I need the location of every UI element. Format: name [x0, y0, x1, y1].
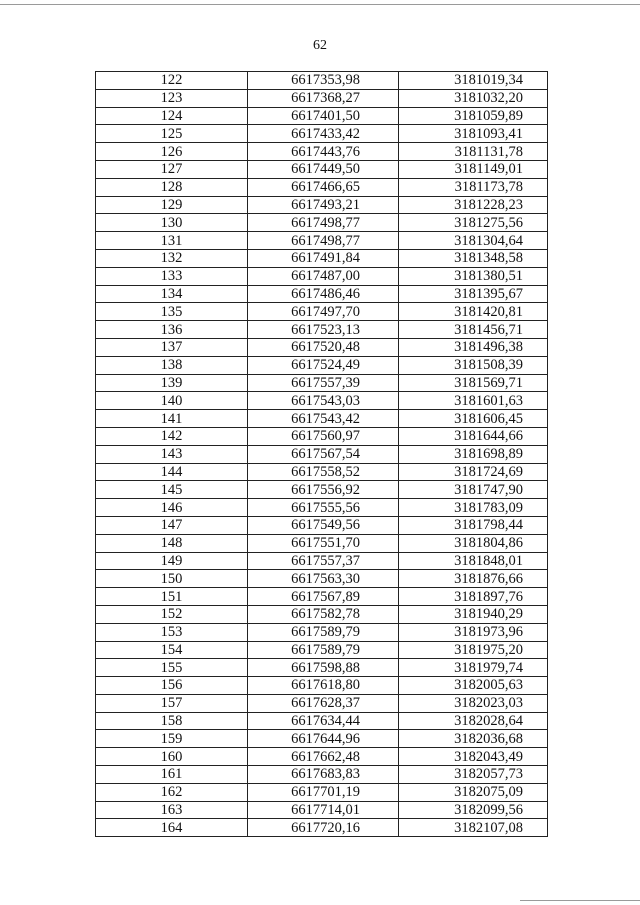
y-coordinate-cell: 3182023,03	[399, 694, 548, 712]
point-number-cell: 143	[96, 445, 248, 463]
y-coordinate-cell: 3181228,23	[399, 196, 548, 214]
table-row	[96, 321, 548, 339]
y-coordinate-cell: 3181275,56	[399, 214, 548, 232]
table-row	[96, 570, 548, 588]
table-row	[96, 659, 548, 677]
point-number-cell: 135	[96, 303, 248, 321]
x-coordinate-cell: 6617498,77	[248, 232, 399, 250]
y-coordinate-cell: 3181601,63	[399, 392, 548, 410]
table-row	[96, 730, 548, 748]
y-coordinate-cell: 3181508,39	[399, 356, 548, 374]
y-coordinate-cell: 3181420,81	[399, 303, 548, 321]
table-row	[96, 463, 548, 481]
y-coordinate-cell: 3182075,09	[399, 783, 548, 801]
x-coordinate-cell: 6617714,01	[248, 801, 399, 819]
x-coordinate-cell: 6617543,42	[248, 410, 399, 428]
table-row	[96, 588, 548, 606]
table-row	[96, 89, 548, 107]
table-row	[96, 819, 548, 837]
x-coordinate-cell: 6617683,83	[248, 766, 399, 784]
y-coordinate-cell: 3181798,44	[399, 516, 548, 534]
x-coordinate-cell: 6617466,65	[248, 178, 399, 196]
x-coordinate-cell: 6617556,92	[248, 481, 399, 499]
coordinates-table	[95, 71, 548, 837]
point-number-cell: 134	[96, 285, 248, 303]
point-number-cell: 162	[96, 783, 248, 801]
table-row	[96, 125, 548, 143]
point-number-cell: 155	[96, 659, 248, 677]
table-row	[96, 552, 548, 570]
page-number: 62	[313, 38, 327, 53]
y-coordinate-cell: 3181848,01	[399, 552, 548, 570]
x-coordinate-cell: 6617368,27	[248, 89, 399, 107]
point-number-cell: 160	[96, 748, 248, 766]
y-coordinate-cell: 3181032,20	[399, 89, 548, 107]
x-coordinate-cell: 6617701,19	[248, 783, 399, 801]
point-number-cell: 138	[96, 356, 248, 374]
x-coordinate-cell: 6617589,79	[248, 641, 399, 659]
y-coordinate-cell: 3181395,67	[399, 285, 548, 303]
point-number-cell: 124	[96, 107, 248, 125]
y-coordinate-cell: 3181747,90	[399, 481, 548, 499]
table-row	[96, 285, 548, 303]
y-coordinate-cell: 3181698,89	[399, 445, 548, 463]
table-row	[96, 748, 548, 766]
y-coordinate-cell: 3181304,64	[399, 232, 548, 250]
y-coordinate-cell: 3182043,49	[399, 748, 548, 766]
table-row	[96, 160, 548, 178]
point-number-cell: 153	[96, 623, 248, 641]
point-number-cell: 152	[96, 605, 248, 623]
point-number-cell: 147	[96, 516, 248, 534]
y-coordinate-cell: 3181456,71	[399, 321, 548, 339]
point-number-cell: 140	[96, 392, 248, 410]
table-row	[96, 801, 548, 819]
point-number-cell: 126	[96, 143, 248, 161]
point-number-cell: 131	[96, 232, 248, 250]
table-row	[96, 392, 548, 410]
point-number-cell: 157	[96, 694, 248, 712]
y-coordinate-cell: 3181644,66	[399, 427, 548, 445]
y-coordinate-cell: 3181131,78	[399, 143, 548, 161]
table-row	[96, 766, 548, 784]
y-coordinate-cell: 3181496,38	[399, 338, 548, 356]
table-row	[96, 641, 548, 659]
point-number-cell: 144	[96, 463, 248, 481]
point-number-cell: 122	[96, 72, 248, 90]
point-number-cell: 149	[96, 552, 248, 570]
x-coordinate-cell: 6617582,78	[248, 605, 399, 623]
x-coordinate-cell: 6617634,44	[248, 712, 399, 730]
x-coordinate-cell: 6617433,42	[248, 125, 399, 143]
x-coordinate-cell: 6617491,84	[248, 249, 399, 267]
x-coordinate-cell: 6617486,46	[248, 285, 399, 303]
x-coordinate-cell: 6617524,49	[248, 356, 399, 374]
point-number-cell: 141	[96, 410, 248, 428]
point-number-cell: 156	[96, 677, 248, 695]
point-number-cell: 164	[96, 819, 248, 837]
table-row	[96, 783, 548, 801]
x-coordinate-cell: 6617644,96	[248, 730, 399, 748]
y-coordinate-cell: 3181569,71	[399, 374, 548, 392]
table-row	[96, 196, 548, 214]
x-coordinate-cell: 6617520,48	[248, 338, 399, 356]
y-coordinate-cell: 3181348,58	[399, 249, 548, 267]
point-number-cell: 137	[96, 338, 248, 356]
table-row	[96, 605, 548, 623]
point-number-cell: 146	[96, 499, 248, 517]
x-coordinate-cell: 6617628,37	[248, 694, 399, 712]
table-row	[96, 356, 548, 374]
x-coordinate-cell: 6617353,98	[248, 72, 399, 90]
y-coordinate-cell: 3182036,68	[399, 730, 548, 748]
y-coordinate-cell: 3182028,64	[399, 712, 548, 730]
point-number-cell: 151	[96, 588, 248, 606]
y-coordinate-cell: 3181093,41	[399, 125, 548, 143]
table-row	[96, 338, 548, 356]
y-coordinate-cell: 3181897,76	[399, 588, 548, 606]
point-number-cell: 154	[96, 641, 248, 659]
x-coordinate-cell: 6617567,89	[248, 588, 399, 606]
point-number-cell: 125	[96, 125, 248, 143]
point-number-cell: 158	[96, 712, 248, 730]
table-row	[96, 214, 548, 232]
table-row	[96, 232, 548, 250]
point-number-cell: 133	[96, 267, 248, 285]
table-row	[96, 107, 548, 125]
point-number-cell: 132	[96, 249, 248, 267]
y-coordinate-cell: 3181380,51	[399, 267, 548, 285]
table-row	[96, 427, 548, 445]
y-coordinate-cell: 3182005,63	[399, 677, 548, 695]
table-row	[96, 178, 548, 196]
y-coordinate-cell: 3181876,66	[399, 570, 548, 588]
bottom-edge-rule	[520, 900, 640, 901]
point-number-cell: 142	[96, 427, 248, 445]
x-coordinate-cell: 6617589,79	[248, 623, 399, 641]
y-coordinate-cell: 3181979,74	[399, 659, 548, 677]
x-coordinate-cell: 6617557,39	[248, 374, 399, 392]
x-coordinate-cell: 6617523,13	[248, 321, 399, 339]
point-number-cell: 139	[96, 374, 248, 392]
table-row	[96, 677, 548, 695]
table-row	[96, 267, 548, 285]
point-number-cell: 148	[96, 534, 248, 552]
top-edge-rule	[0, 4, 640, 5]
table-row	[96, 534, 548, 552]
y-coordinate-cell: 3181149,01	[399, 160, 548, 178]
x-coordinate-cell: 6617549,56	[248, 516, 399, 534]
x-coordinate-cell: 6617555,56	[248, 499, 399, 517]
point-number-cell: 163	[96, 801, 248, 819]
point-number-cell: 129	[96, 196, 248, 214]
y-coordinate-cell: 3181940,29	[399, 605, 548, 623]
x-coordinate-cell: 6617497,70	[248, 303, 399, 321]
point-number-cell: 161	[96, 766, 248, 784]
y-coordinate-cell: 3181804,86	[399, 534, 548, 552]
y-coordinate-cell: 3181059,89	[399, 107, 548, 125]
table-row	[96, 143, 548, 161]
point-number-cell: 159	[96, 730, 248, 748]
y-coordinate-cell: 3182099,56	[399, 801, 548, 819]
y-coordinate-cell: 3181606,45	[399, 410, 548, 428]
x-coordinate-cell: 6617487,00	[248, 267, 399, 285]
point-number-cell: 150	[96, 570, 248, 588]
table-row	[96, 410, 548, 428]
point-number-cell: 127	[96, 160, 248, 178]
x-coordinate-cell: 6617563,30	[248, 570, 399, 588]
point-number-cell: 145	[96, 481, 248, 499]
x-coordinate-cell: 6617567,54	[248, 445, 399, 463]
point-number-cell: 130	[96, 214, 248, 232]
point-number-cell: 128	[96, 178, 248, 196]
table-row	[96, 72, 548, 90]
x-coordinate-cell: 6617443,76	[248, 143, 399, 161]
x-coordinate-cell: 6617662,48	[248, 748, 399, 766]
x-coordinate-cell: 6617720,16	[248, 819, 399, 837]
x-coordinate-cell: 6617493,21	[248, 196, 399, 214]
y-coordinate-cell: 3181724,69	[399, 463, 548, 481]
x-coordinate-cell: 6617543,03	[248, 392, 399, 410]
table-row	[96, 712, 548, 730]
x-coordinate-cell: 6617557,37	[248, 552, 399, 570]
table-row	[96, 303, 548, 321]
table-row	[96, 499, 548, 517]
table-row	[96, 374, 548, 392]
y-coordinate-cell: 3182107,08	[399, 819, 548, 837]
x-coordinate-cell: 6617401,50	[248, 107, 399, 125]
coordinates-table-body	[96, 72, 548, 837]
table-row	[96, 694, 548, 712]
point-number-cell: 123	[96, 89, 248, 107]
x-coordinate-cell: 6617558,52	[248, 463, 399, 481]
table-row	[96, 481, 548, 499]
point-number-cell: 136	[96, 321, 248, 339]
y-coordinate-cell: 3182057,73	[399, 766, 548, 784]
y-coordinate-cell: 3181019,34	[399, 72, 548, 90]
x-coordinate-cell: 6617618,80	[248, 677, 399, 695]
x-coordinate-cell: 6617498,77	[248, 214, 399, 232]
x-coordinate-cell: 6617598,88	[248, 659, 399, 677]
table-row	[96, 445, 548, 463]
table-row	[96, 516, 548, 534]
table-row	[96, 249, 548, 267]
y-coordinate-cell: 3181973,96	[399, 623, 548, 641]
x-coordinate-cell: 6617551,70	[248, 534, 399, 552]
y-coordinate-cell: 3181173,78	[399, 178, 548, 196]
y-coordinate-cell: 3181975,20	[399, 641, 548, 659]
y-coordinate-cell: 3181783,09	[399, 499, 548, 517]
x-coordinate-cell: 6617449,50	[248, 160, 399, 178]
x-coordinate-cell: 6617560,97	[248, 427, 399, 445]
table-row	[96, 623, 548, 641]
